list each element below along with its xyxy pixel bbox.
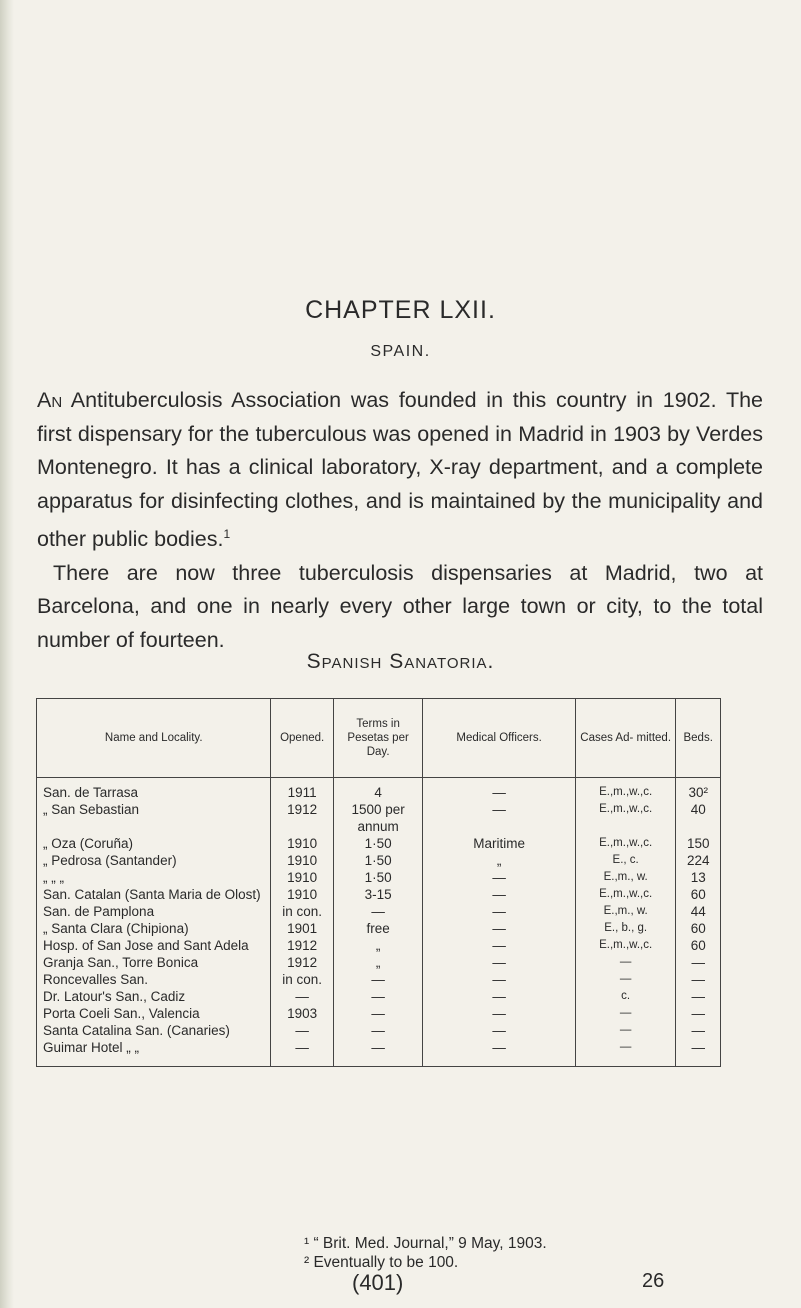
- cell-name: „ San Sebastian: [37, 801, 271, 835]
- cell-name: Santa Catalina San. (Canaries): [37, 1022, 271, 1039]
- footnote-2-text: ² Eventually to be 100.: [304, 1254, 459, 1271]
- cell-opened: 1912: [271, 801, 333, 835]
- cell-cases: E.,m.,w.,c.: [575, 778, 676, 802]
- cell-name: San. de Tarrasa: [37, 778, 271, 802]
- cell-medical: —: [423, 869, 576, 886]
- cell-opened: 1910: [271, 886, 333, 903]
- cell-opened: 1910: [271, 835, 333, 852]
- cell-medical: —: [423, 1005, 576, 1022]
- cell-cases: c.: [575, 988, 676, 1005]
- cell-terms: 1·50: [333, 835, 422, 852]
- cell-terms: 1500 per annum: [333, 801, 422, 835]
- cell-opened: in con.: [271, 971, 333, 988]
- table-row: [37, 971, 721, 988]
- cell-opened: 1912: [271, 937, 333, 954]
- footnote-1-text: ¹ “ Brit. Med. Journal,” 9 May, 1903.: [304, 1235, 547, 1252]
- cell-cases: E.,m.,w.,c.: [575, 801, 676, 835]
- cell-medical: —: [423, 801, 576, 835]
- cell-opened: 1911: [271, 778, 333, 802]
- cell-opened: in con.: [271, 903, 333, 920]
- cell-opened: —: [271, 1022, 333, 1039]
- cell-name: „ Oza (Coruña): [37, 835, 271, 852]
- cell-name: San. Catalan (Santa Maria de Olost): [37, 886, 271, 903]
- table-row: [37, 852, 721, 869]
- drop-word: An: [37, 388, 63, 412]
- cell-beds: 60: [676, 886, 721, 903]
- header-terms: Terms in Pesetas per Day.: [333, 699, 422, 778]
- cell-name: „ „ „: [37, 869, 271, 886]
- table-row: [37, 801, 721, 835]
- cell-cases: E.,m.,w.,c.: [575, 937, 676, 954]
- cell-opened: 1910: [271, 869, 333, 886]
- cell-cases: E.,m., w.: [575, 903, 676, 920]
- cell-cases: —: [575, 1005, 676, 1022]
- cell-terms: free: [333, 920, 422, 937]
- cell-medical: —: [423, 954, 576, 971]
- table-row: [37, 903, 721, 920]
- cell-medical: —: [423, 903, 576, 920]
- cell-cases: —: [575, 954, 676, 971]
- table-row: [37, 954, 721, 971]
- country-heading: SPAIN.: [370, 343, 431, 360]
- table-title: Spanish Sanatoria.: [306, 650, 495, 673]
- cell-cases: E., b., g.: [575, 920, 676, 937]
- cell-terms: —: [333, 903, 422, 920]
- cell-beds: —: [676, 1039, 721, 1067]
- cell-medical: —: [423, 778, 576, 802]
- cell-beds: 13: [676, 869, 721, 886]
- cell-beds: —: [676, 988, 721, 1005]
- table-row: [37, 1022, 721, 1039]
- cell-opened: —: [271, 1039, 333, 1067]
- body-text: [37, 384, 763, 657]
- page-number: (401): [352, 1270, 404, 1295]
- cell-terms: 1·50: [333, 852, 422, 869]
- cell-name: Porta Coeli San., Valencia: [37, 1005, 271, 1022]
- paragraph-1-text: Antituberculosis Association was founded in this country in 1902. The first dispensary for the tuberculous was opened in Madrid in 1903 by Verdes Montenegro. It has a clinical laboratory, X-ray department, and a complete apparatus for disinfecting clothes, and is maintained by the municipality and other public bodies.: [37, 388, 763, 552]
- cell-beds: 224: [676, 852, 721, 869]
- cell-beds: 40: [676, 801, 721, 835]
- cell-terms: 1·50: [333, 869, 422, 886]
- table-row: [37, 835, 721, 852]
- cell-terms: —: [333, 988, 422, 1005]
- cell-terms: „: [333, 937, 422, 954]
- cell-medical: —: [423, 886, 576, 903]
- cell-medical: —: [423, 920, 576, 937]
- header-opened: Opened.: [271, 699, 333, 778]
- cell-cases: E.,m., w.: [575, 869, 676, 886]
- cell-terms: —: [333, 1039, 422, 1067]
- table-header-row: [37, 699, 721, 778]
- cell-medical: Maritime: [423, 835, 576, 852]
- cell-terms: —: [333, 1022, 422, 1039]
- cell-medical: —: [423, 988, 576, 1005]
- cell-opened: —: [271, 988, 333, 1005]
- table-row: [37, 778, 721, 802]
- cell-cases: —: [575, 971, 676, 988]
- table-row: [37, 937, 721, 954]
- header-beds: Beds.: [676, 699, 721, 778]
- header-medical: Medical Officers.: [423, 699, 576, 778]
- cell-name: Granja San., Torre Bonica: [37, 954, 271, 971]
- cell-beds: 30²: [676, 778, 721, 802]
- cell-name: Dr. Latour's San., Cadiz: [37, 988, 271, 1005]
- signature-mark: 26: [642, 1270, 665, 1292]
- cell-cases: E., c.: [575, 852, 676, 869]
- cell-terms: „: [333, 954, 422, 971]
- cell-cases: —: [575, 1022, 676, 1039]
- cell-medical: —: [423, 1039, 576, 1067]
- cell-medical: „: [423, 852, 576, 869]
- cell-name: San. de Pamplona: [37, 903, 271, 920]
- cell-medical: —: [423, 971, 576, 988]
- cell-beds: 60: [676, 920, 721, 937]
- header-cases: Cases Ad- mitted.: [575, 699, 676, 778]
- paragraph-1: [37, 384, 763, 557]
- cell-name: „ Pedrosa (Santander): [37, 852, 271, 869]
- table-row: [37, 920, 721, 937]
- footnote-ref-1: 1: [223, 527, 231, 541]
- cell-terms: —: [333, 971, 422, 988]
- cell-cases: E.,m.,w.,c.: [575, 835, 676, 852]
- chapter-heading: CHAPTER LXII.: [305, 296, 496, 324]
- cell-cases: —: [575, 1039, 676, 1067]
- cell-beds: —: [676, 954, 721, 971]
- table-row: [37, 1005, 721, 1022]
- paragraph-2: There are now three tuberculosis dispensaries at Madrid, two at Barcelona, and one in nearly every other large town or city, to the total number of fourteen.: [37, 560, 763, 652]
- cell-opened: 1901: [271, 920, 333, 937]
- table-row: [37, 869, 721, 886]
- cell-beds: 150: [676, 835, 721, 852]
- cell-name: „ Santa Clara (Chipiona): [37, 920, 271, 937]
- cell-medical: —: [423, 937, 576, 954]
- cell-terms: 3-15: [333, 886, 422, 903]
- table-row: [37, 988, 721, 1005]
- cell-beds: 44: [676, 903, 721, 920]
- cell-name: Guimar Hotel „ „: [37, 1039, 271, 1067]
- table-row: [37, 1039, 721, 1067]
- table-row: [37, 886, 721, 903]
- cell-cases: E.,m.,w.,c.: [575, 886, 676, 903]
- cell-name: Roncevalles San.: [37, 971, 271, 988]
- cell-terms: 4: [333, 778, 422, 802]
- cell-beds: —: [676, 971, 721, 988]
- cell-beds: —: [676, 1005, 721, 1022]
- header-name: Name and Locality.: [37, 699, 271, 778]
- cell-medical: —: [423, 1022, 576, 1039]
- cell-terms: —: [333, 1005, 422, 1022]
- sanatoria-table: [36, 698, 721, 1067]
- cell-beds: 60: [676, 937, 721, 954]
- cell-name: Hosp. of San Jose and Sant Adela: [37, 937, 271, 954]
- cell-opened: 1903: [271, 1005, 333, 1022]
- cell-opened: 1912: [271, 954, 333, 971]
- cell-beds: —: [676, 1022, 721, 1039]
- cell-opened: 1910: [271, 852, 333, 869]
